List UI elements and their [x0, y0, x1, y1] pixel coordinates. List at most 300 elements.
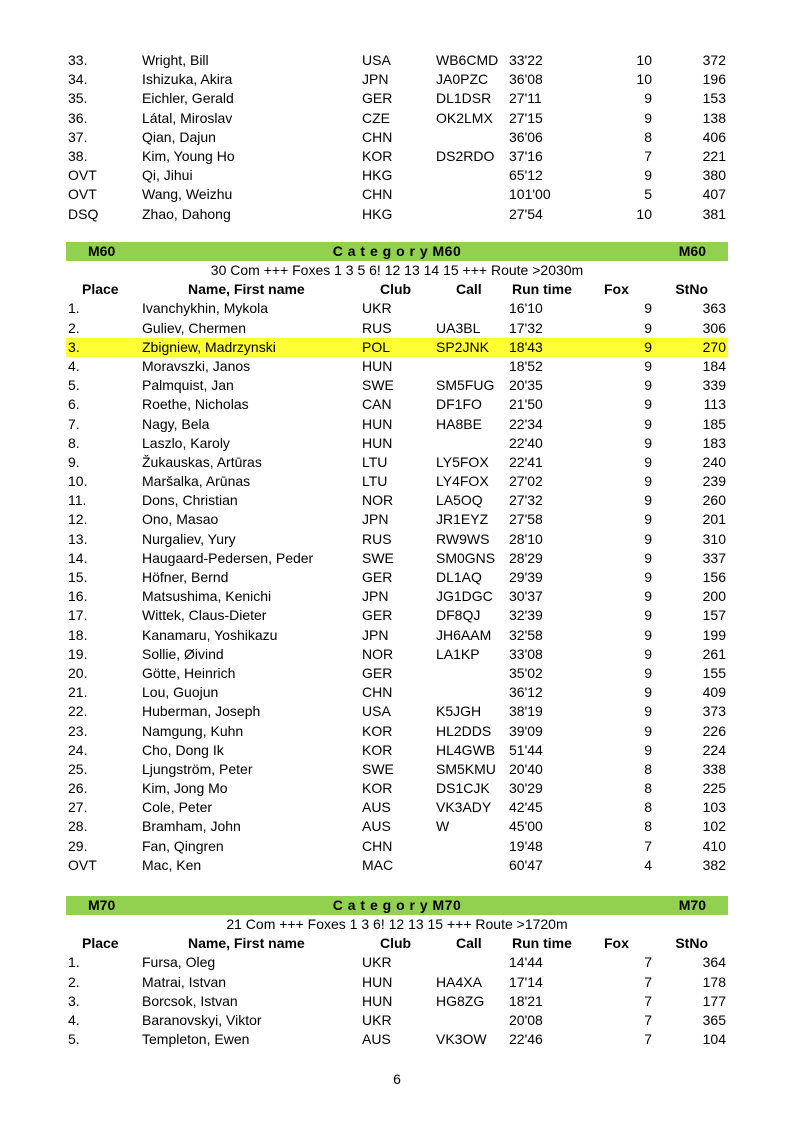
result-row — [66, 760, 728, 779]
result-row — [66, 205, 728, 224]
result-fox-count: 4 — [644, 856, 652, 873]
result-row — [66, 147, 728, 166]
result-name: Baranovskyi, Viktor — [142, 1011, 262, 1028]
category-m70-banner — [66, 896, 728, 915]
result-row — [66, 395, 728, 414]
result-row — [66, 434, 728, 453]
result-start-number: 102 — [702, 818, 726, 835]
result-start-number: 364 — [702, 954, 726, 971]
result-call: SM5KMU — [436, 760, 496, 777]
result-fox-count: 8 — [644, 760, 652, 777]
result-run-time: 16'10 — [509, 300, 543, 317]
category-m70-section — [66, 896, 728, 1049]
column-header-row — [66, 280, 728, 299]
result-run-time: 36'08 — [509, 71, 543, 88]
result-club: CHN — [362, 128, 393, 145]
result-name: Kim, Jong Mo — [142, 780, 228, 797]
result-fox-count: 9 — [644, 434, 652, 451]
result-row — [66, 683, 728, 702]
result-name: Bramham, John — [142, 818, 241, 835]
result-start-number: 407 — [702, 186, 726, 203]
result-club: NOR — [362, 492, 394, 509]
result-run-time: 30'37 — [509, 588, 543, 605]
result-name: Nurgaliev, Yury — [142, 530, 236, 547]
result-call: SM5FUG — [436, 377, 495, 394]
result-run-time: 22'34 — [509, 415, 543, 432]
result-name: Zhao, Dahong — [142, 205, 231, 222]
result-run-time: 32'39 — [509, 607, 543, 624]
result-call: LA1KP — [436, 645, 480, 662]
result-run-time: 65'12 — [509, 167, 543, 184]
result-run-time: 38'19 — [509, 703, 543, 720]
result-place: 22. — [68, 703, 88, 720]
result-club: JPN — [362, 71, 389, 88]
result-club: GER — [362, 569, 393, 585]
result-name: Wright, Bill — [142, 52, 209, 68]
result-run-time: 36'12 — [509, 684, 543, 701]
result-row — [66, 185, 728, 204]
result-call: JA0PZC — [436, 71, 489, 88]
result-row — [66, 702, 728, 721]
result-run-time: 27'02 — [509, 473, 543, 490]
result-place: 9. — [68, 453, 80, 470]
result-row — [66, 376, 728, 395]
result-club: GER — [362, 90, 393, 107]
result-club: HUN — [362, 434, 393, 451]
result-call: HL4GWB — [436, 741, 496, 758]
result-name: Höfner, Bernd — [142, 569, 229, 585]
result-place: 15. — [68, 569, 88, 585]
result-fox-count: 7 — [644, 1031, 652, 1048]
result-run-time: 33'22 — [509, 52, 543, 68]
result-name: Eichler, Gerald — [142, 90, 234, 107]
result-name: Götte, Heinrich — [142, 664, 236, 681]
result-row — [66, 89, 728, 108]
result-row — [66, 798, 728, 817]
category-course-info: 30 Com +++ Foxes 1 3 5 6! 12 13 14 15 +++ Route >2030m — [210, 262, 584, 278]
result-club: SWE — [362, 377, 394, 394]
category-course-info: 21 Com +++ Foxes 1 3 6! 12 13 15 +++ Route >1720m — [226, 916, 568, 932]
result-place: OVT — [68, 167, 97, 184]
result-run-time: 27'15 — [509, 109, 543, 126]
result-name: Kanamaru, Yoshikazu — [142, 626, 278, 643]
result-name: Ono, Masao — [142, 511, 219, 528]
result-fox-count: 9 — [644, 377, 652, 394]
result-club: KOR — [362, 741, 393, 758]
result-row — [66, 510, 728, 529]
result-fox-count: 7 — [644, 1011, 652, 1028]
category-m70-rows — [66, 953, 728, 1049]
result-row — [66, 1030, 728, 1049]
result-start-number: 261 — [702, 645, 726, 662]
result-call: LY4FOX — [436, 473, 489, 490]
result-fox-count: 9 — [644, 492, 652, 509]
result-call: UA3BL — [436, 319, 481, 336]
result-start-number: 156 — [702, 569, 726, 585]
result-club: HUN — [362, 357, 393, 374]
result-start-number: 103 — [702, 799, 726, 816]
result-row — [66, 549, 728, 568]
result-row — [66, 530, 728, 549]
result-name: Fan, Qingren — [142, 837, 224, 854]
result-name: Ivanchykhin, Mykola — [142, 300, 269, 317]
result-fox-count: 9 — [644, 645, 652, 662]
result-run-time: 27'58 — [509, 511, 543, 528]
result-club: UKR — [362, 300, 392, 317]
result-run-time: 39'09 — [509, 722, 543, 739]
result-name: Žukauskas, Artūras — [142, 453, 262, 470]
result-fox-count: 10 — [636, 52, 652, 68]
result-name: Sollie, Øivind — [142, 645, 224, 662]
result-fox-count: 9 — [644, 569, 652, 585]
header-place: Place — [82, 281, 119, 298]
result-club: SWE — [362, 760, 394, 777]
result-run-time: 27'54 — [509, 205, 543, 222]
result-fox-count: 9 — [644, 703, 652, 720]
result-start-number: 224 — [702, 741, 726, 758]
result-name: Namgung, Kuhn — [142, 722, 244, 739]
result-place: 34. — [68, 71, 88, 88]
result-row — [66, 128, 728, 147]
result-name: Roethe, Nicholas — [142, 396, 249, 413]
result-fox-count: 9 — [644, 167, 652, 184]
result-place: 35. — [68, 90, 88, 107]
result-fox-count: 9 — [644, 684, 652, 701]
result-row — [66, 856, 728, 875]
result-name: Matrai, Istvan — [142, 973, 227, 990]
result-club: MAC — [362, 856, 394, 873]
result-club: AUS — [362, 818, 391, 835]
result-place: 4. — [68, 357, 80, 374]
result-start-number: 337 — [702, 549, 726, 566]
result-name: Moravszki, Janos — [142, 357, 251, 374]
result-name: Ishizuka, Akira — [142, 71, 233, 88]
result-call: HG8ZG — [436, 992, 485, 1009]
result-fox-count: 9 — [644, 549, 652, 566]
header-place: Place — [82, 935, 119, 952]
result-place: 3. — [68, 338, 80, 355]
result-club: KOR — [362, 780, 393, 797]
result-start-number: 221 — [702, 147, 726, 164]
result-start-number: 178 — [702, 973, 726, 990]
result-fox-count: 5 — [644, 186, 652, 203]
result-run-time: 36'06 — [509, 128, 543, 145]
result-name: Ljungström, Peter — [142, 760, 253, 777]
result-run-time: 22'46 — [509, 1031, 543, 1048]
result-name: Templeton, Ewen — [142, 1031, 250, 1048]
result-run-time: 42'45 — [509, 799, 543, 816]
result-place: 3. — [68, 992, 80, 1009]
result-club: HKG — [362, 205, 393, 222]
result-start-number: 177 — [702, 992, 726, 1009]
result-run-time: 22'40 — [509, 434, 543, 451]
result-call: W — [436, 818, 450, 835]
result-fox-count: 9 — [644, 90, 652, 107]
result-start-number: 225 — [702, 780, 726, 797]
category-code-right: M60 — [678, 243, 706, 259]
result-place: 8. — [68, 434, 80, 451]
result-run-time: 27'11 — [509, 90, 542, 107]
result-start-number: 306 — [702, 319, 726, 336]
result-start-number: 382 — [702, 856, 726, 873]
result-name: Maršalka, Arūnas — [142, 473, 251, 490]
result-name: Nagy, Bela — [142, 415, 210, 432]
result-fox-count: 9 — [644, 588, 652, 605]
result-club: USA — [362, 703, 391, 720]
category-code-left: M60 — [88, 243, 116, 259]
result-run-time: 30'29 — [509, 780, 543, 797]
result-run-time: 32'58 — [509, 626, 543, 643]
result-row — [66, 453, 728, 472]
result-name: Mac, Ken — [142, 856, 202, 873]
page-number: 6 — [393, 1071, 401, 1087]
result-start-number: 365 — [702, 1011, 726, 1028]
result-fox-count: 9 — [644, 722, 652, 739]
result-name: Wang, Weizhu — [142, 186, 233, 203]
category-m60-rows — [66, 299, 728, 875]
result-row — [66, 1011, 728, 1030]
category-title: C a t e g o r y M70 — [332, 897, 462, 913]
result-row — [66, 109, 728, 128]
result-place: 11. — [68, 492, 87, 509]
result-start-number: 239 — [702, 473, 726, 490]
result-run-time: 51'44 — [509, 741, 543, 758]
result-row — [66, 568, 728, 587]
header-fox: Fox — [604, 935, 629, 952]
result-place: 10. — [68, 473, 88, 490]
result-name: Cole, Peter — [142, 799, 213, 816]
result-call: DS1CJK — [436, 780, 490, 797]
result-row-highlighted — [66, 338, 728, 357]
result-start-number: 310 — [702, 530, 726, 547]
result-name: Haugaard-Pedersen, Peder — [142, 549, 314, 566]
result-run-time: 60'47 — [509, 856, 543, 873]
result-club: GER — [362, 607, 393, 624]
result-club: CHN — [362, 837, 393, 854]
result-fox-count: 9 — [644, 396, 652, 413]
result-run-time: 45'00 — [509, 818, 543, 835]
result-place: 20. — [68, 664, 88, 681]
result-call: JR1EYZ — [436, 511, 489, 528]
result-fox-count: 9 — [644, 453, 652, 470]
category-title: C a t e g o r y M60 — [332, 243, 462, 259]
result-club: POL — [362, 338, 391, 355]
result-place: 14. — [68, 549, 88, 566]
result-call: VK3ADY — [436, 799, 492, 816]
result-run-time: 22'41 — [509, 453, 543, 470]
result-start-number: 200 — [702, 588, 726, 605]
result-row — [66, 606, 728, 625]
result-club: LTU — [362, 453, 388, 470]
result-call: HL2DDS — [436, 722, 492, 739]
result-place: 27. — [68, 799, 88, 816]
result-club: UKR — [362, 954, 392, 971]
header-club: Club — [380, 935, 412, 952]
result-fox-count: 9 — [644, 626, 652, 643]
result-call: K5JGH — [436, 703, 482, 720]
result-club: CHN — [362, 684, 393, 701]
result-club: HUN — [362, 973, 393, 990]
result-fox-count: 9 — [644, 607, 652, 624]
result-start-number: 380 — [702, 167, 726, 184]
result-run-time: 21'50 — [509, 396, 543, 413]
result-club: GER — [362, 664, 393, 681]
result-start-number: 373 — [702, 703, 726, 720]
result-club: HKG — [362, 167, 393, 184]
result-fox-count: 8 — [644, 818, 652, 835]
result-place: DSQ — [68, 205, 99, 222]
result-call: LY5FOX — [436, 453, 489, 470]
result-start-number: 155 — [702, 664, 726, 681]
result-place: 5. — [68, 377, 80, 394]
result-name: Matsushima, Kenichi — [142, 588, 272, 605]
result-start-number: 338 — [702, 760, 726, 777]
result-row — [66, 664, 728, 683]
result-run-time: 18'52 — [509, 357, 543, 374]
result-place: 2. — [68, 319, 80, 336]
result-club: JPN — [362, 626, 389, 643]
result-row — [66, 357, 728, 376]
result-fox-count: 7 — [644, 992, 652, 1009]
result-club: HUN — [362, 415, 393, 432]
category-m60-section — [66, 242, 728, 875]
result-place: 33. — [68, 52, 88, 68]
result-club: AUS — [362, 1031, 391, 1048]
header-stno: StNo — [675, 281, 708, 298]
result-call: DS2RDO — [436, 147, 495, 164]
result-club: JPN — [362, 511, 389, 528]
result-name: Wittek, Claus-Dieter — [142, 607, 267, 624]
result-place: 37. — [68, 128, 88, 145]
result-call: SP2JNK — [436, 338, 489, 355]
result-run-time: 33'08 — [509, 645, 543, 662]
result-place: 19. — [68, 645, 88, 662]
result-run-time: 35'02 — [509, 664, 543, 681]
result-club: CZE — [362, 109, 390, 126]
column-header-row — [66, 934, 728, 953]
result-run-time: 29'39 — [509, 569, 543, 585]
result-row — [66, 626, 728, 645]
result-place: 13. — [68, 530, 88, 547]
result-start-number: 185 — [702, 415, 726, 432]
result-fox-count: 10 — [636, 71, 652, 88]
result-fox-count: 9 — [644, 664, 652, 681]
result-name: Dons, Christian — [142, 492, 238, 509]
result-fox-count: 7 — [644, 837, 652, 854]
result-row — [66, 491, 728, 510]
header-call: Call — [456, 935, 482, 952]
result-start-number: 157 — [702, 607, 726, 624]
result-run-time: 20'08 — [509, 1011, 543, 1028]
result-club: KOR — [362, 147, 393, 164]
result-run-time: 17'32 — [509, 319, 543, 336]
result-row — [66, 741, 728, 760]
result-fox-count: 7 — [644, 147, 652, 164]
result-call: JG1DGC — [436, 588, 493, 605]
result-run-time: 14'44 — [509, 954, 543, 971]
result-place: 1. — [68, 300, 80, 317]
result-call: DF1FO — [436, 396, 482, 413]
result-run-time: 28'29 — [509, 549, 543, 566]
result-club: RUS — [362, 319, 392, 336]
result-call: SM0GNS — [436, 549, 496, 566]
header-name: Name, First name — [188, 281, 305, 298]
result-place: 7. — [68, 415, 80, 432]
result-start-number: 406 — [702, 128, 726, 145]
result-row — [66, 166, 728, 185]
result-run-time: 19'48 — [509, 837, 543, 854]
result-start-number: 184 — [702, 357, 726, 374]
result-start-number: 196 — [702, 71, 726, 88]
result-row — [66, 837, 728, 856]
result-call: VK3OW — [436, 1031, 487, 1048]
result-place: 17. — [68, 607, 88, 624]
result-place: OVT — [68, 186, 97, 203]
result-start-number: 153 — [702, 90, 726, 107]
result-run-time: 18'43 — [509, 338, 543, 355]
result-row — [66, 992, 728, 1011]
result-start-number: 240 — [702, 453, 726, 470]
result-club: SWE — [362, 549, 394, 566]
result-start-number: 113 — [703, 396, 726, 413]
result-place: 23. — [68, 722, 88, 739]
result-run-time: 17'14 — [509, 973, 543, 990]
continued-results-table — [66, 51, 728, 224]
result-call: WB6CMD — [436, 52, 499, 68]
result-fox-count: 8 — [644, 799, 652, 816]
result-fox-count: 9 — [644, 741, 652, 758]
result-start-number: 199 — [702, 626, 726, 643]
result-place: 12. — [68, 511, 88, 528]
category-code-left: M70 — [88, 897, 116, 913]
result-fox-count: 9 — [644, 415, 652, 432]
result-name: Qian, Dajun — [142, 128, 216, 145]
result-place: 26. — [68, 780, 88, 797]
result-fox-count: 9 — [644, 530, 652, 547]
result-start-number: 409 — [702, 684, 726, 701]
result-fox-count: 8 — [644, 780, 652, 797]
result-place: OVT — [68, 856, 97, 873]
result-start-number: 363 — [702, 300, 726, 317]
result-fox-count: 7 — [644, 954, 652, 971]
result-row — [66, 51, 728, 70]
result-fox-count: 9 — [644, 338, 652, 355]
result-club: UKR — [362, 1011, 392, 1028]
result-row — [66, 319, 728, 338]
result-call: HA8BE — [436, 415, 482, 432]
result-name: Látal, Miroslav — [142, 109, 233, 126]
result-place: 18. — [68, 626, 88, 643]
result-name: Qi, Jihui — [142, 167, 193, 184]
result-name: Kim, Young Ho — [142, 147, 235, 164]
result-row — [66, 415, 728, 434]
result-club: CAN — [362, 396, 392, 413]
result-name: Lou, Guojun — [142, 684, 219, 701]
result-start-number: 381 — [702, 205, 726, 222]
result-place: 29. — [68, 837, 88, 854]
result-row — [66, 779, 728, 798]
category-m60-banner — [66, 242, 728, 261]
result-start-number: 104 — [702, 1031, 726, 1048]
result-row — [66, 817, 728, 836]
result-place: 38. — [68, 147, 88, 164]
result-row — [66, 70, 728, 89]
header-stno: StNo — [675, 935, 708, 952]
result-run-time: 28'10 — [509, 530, 543, 547]
result-call: JH6AAM — [436, 626, 492, 643]
result-row — [66, 953, 728, 972]
result-name: Fursa, Oleg — [142, 954, 216, 971]
